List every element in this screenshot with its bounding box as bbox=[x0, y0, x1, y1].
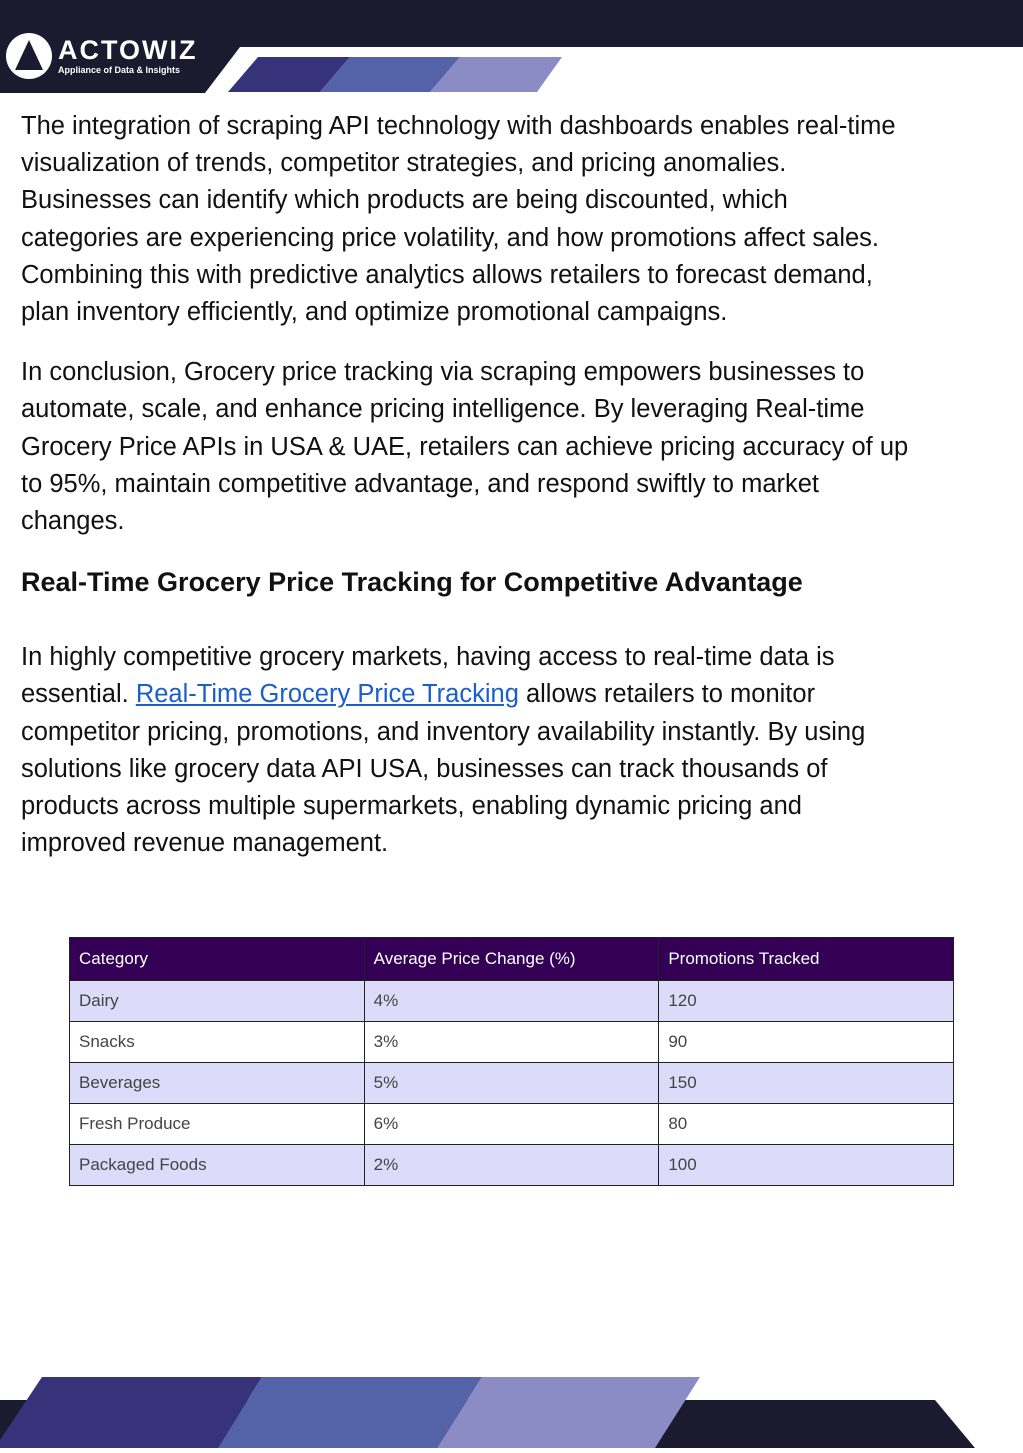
text-line: In conclusion, Grocery price tracking via scraping empowers businesses to bbox=[21, 358, 865, 387]
paragraph-realtime bbox=[21, 639, 1011, 862]
table-row bbox=[70, 1063, 954, 1104]
text-line: Combining this with predictive analytics allows retailers to forecast demand, bbox=[21, 260, 873, 289]
realtime-tracking-link[interactable]: Real-Time Grocery Price Tracking bbox=[135, 680, 519, 709]
column-header: Category bbox=[70, 938, 365, 981]
table-row bbox=[70, 1104, 954, 1145]
table-row bbox=[70, 1145, 954, 1186]
column-header: Promotions Tracked bbox=[659, 938, 954, 981]
text-line: improved revenue management. bbox=[21, 829, 389, 858]
table-cell: Beverages bbox=[70, 1063, 365, 1104]
table-cell: Fresh Produce bbox=[70, 1104, 365, 1145]
text-line: visualization of trends, competitor strategies, and pricing anomalies. bbox=[21, 149, 787, 178]
actowiz-logo bbox=[6, 33, 197, 79]
logo-name: ACTOWIZ bbox=[58, 34, 198, 65]
text-line: products across multiple supermarkets, enabling dynamic pricing and bbox=[21, 792, 802, 821]
text-line: Businesses can identify which products are being discounted, which bbox=[21, 186, 788, 215]
section-heading: Real-Time Grocery Price Tracking for Competitive Advantage bbox=[21, 567, 803, 598]
table-cell: 100 bbox=[659, 1145, 954, 1186]
page-header bbox=[0, 0, 1023, 100]
paragraph-conclusion bbox=[21, 354, 1011, 540]
table-cell: 6% bbox=[364, 1104, 659, 1145]
text-line: Grocery Price APIs in USA & UAE, retailers can achieve pricing accuracy of up bbox=[21, 432, 909, 461]
table-cell: 150 bbox=[659, 1063, 954, 1104]
text-fragment: allows retailers to monitor bbox=[518, 680, 816, 709]
text-line: solutions like grocery data API USA, businesses can track thousands of bbox=[21, 754, 828, 783]
logo-mark-icon bbox=[6, 33, 52, 79]
price-table bbox=[69, 937, 954, 1186]
article-body bbox=[21, 108, 1011, 885]
text-line: plan inventory efficiently, and optimize promotional campaigns. bbox=[21, 298, 728, 327]
logo-tagline: Appliance of Data & Insights bbox=[58, 64, 181, 75]
table-header-row bbox=[70, 938, 954, 981]
text-line: to 95%, maintain competitive advantage, and respond swiftly to market bbox=[21, 469, 820, 498]
table-cell: Dairy bbox=[70, 981, 365, 1022]
paragraph-dashboards bbox=[21, 108, 1011, 331]
table-cell: 4% bbox=[364, 981, 659, 1022]
text-line bbox=[21, 676, 1011, 713]
text-line: changes. bbox=[21, 507, 125, 536]
table-cell: 2% bbox=[364, 1145, 659, 1186]
text-line: automate, scale, and enhance pricing intelligence. By leveraging Real-time bbox=[21, 395, 865, 424]
table-row bbox=[70, 981, 954, 1022]
column-header: Average Price Change (%) bbox=[364, 938, 659, 981]
table-cell: 3% bbox=[364, 1022, 659, 1063]
table-cell: Packaged Foods bbox=[70, 1145, 365, 1186]
text-line: The integration of scraping API technology with dashboards enables real-time bbox=[21, 112, 896, 140]
table-row bbox=[70, 1022, 954, 1063]
page-footer bbox=[0, 1360, 1023, 1448]
text-line: In highly competitive grocery markets, having access to real-time data is bbox=[21, 643, 835, 672]
table-cell: 80 bbox=[659, 1104, 954, 1145]
text-line: categories are experiencing price volatility, and how promotions affect sales. bbox=[21, 223, 880, 252]
footer-banner bbox=[0, 1360, 1023, 1448]
table-cell: 90 bbox=[659, 1022, 954, 1063]
table-cell: Snacks bbox=[70, 1022, 365, 1063]
table-cell: 5% bbox=[364, 1063, 659, 1104]
text-fragment: essential. bbox=[21, 680, 136, 709]
text-line: competitor pricing, promotions, and inventory availability instantly. By using bbox=[21, 717, 866, 746]
table-cell: 120 bbox=[659, 981, 954, 1022]
